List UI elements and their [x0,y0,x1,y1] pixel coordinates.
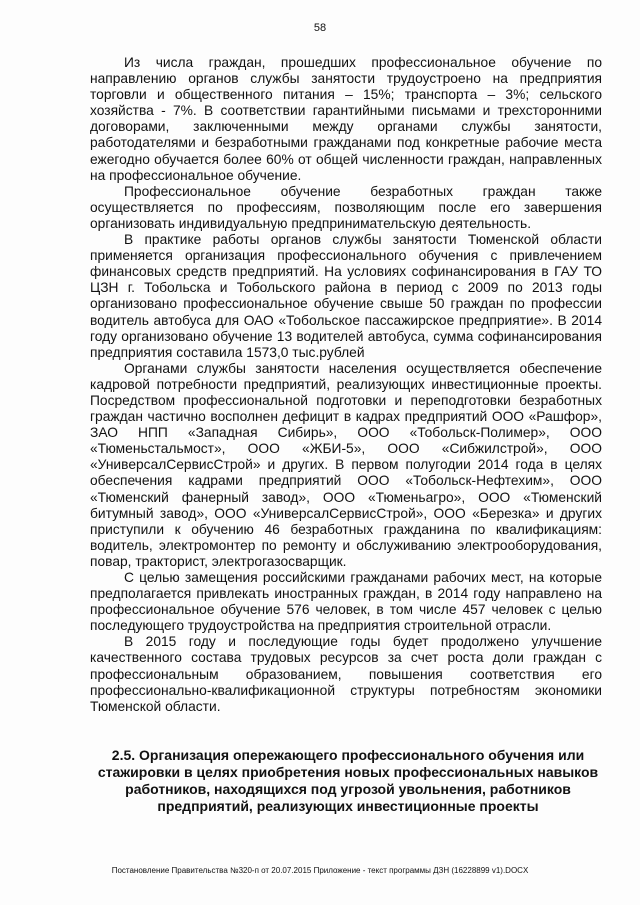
paragraph-2015-plans: В 2015 году и последующие годы будет продолжено улучшение качественного состава трудовых ресурсов за счет роста доли граждан с профессиональным образованием, повышения соответствия его профессионально-квалификационной структуры потребностям экономики Тюменской области. [90,634,602,714]
paragraph-foreign-replacement: С целью замещения российскими гражданами рабочих мест, на которые предполагается привлекать иностранных граждан, в 2014 году направлено на профессиональное обучение 576 человек, в том числе 457 человек с целью последующего трудоустройства на предприятия строительной отрасли. [90,570,602,634]
paragraph-cofinancing: В практике работы органов службы занятости Тюменской области применяется организация профессионального обучения с привлечением финансовых средств предприятий. На условиях софинансирования в ГАУ ТО ЦЗН г. Тобольска и Тобольского района в период с 2009 по 2013 годы организовано профессиональное обучение свыше 50 граждан по профессии водитель автобуса для ОАО «Тобольское пассажирское предприятие». В 2014 году организовано обучение 13 водителей автобуса, сумма софинансирования предприятия составила 1573,0 тыс.рублей [90,232,602,360]
section-heading: 2.5. Организация опережающего профессионального обучения или стажировки в целях приобретения новых профессиональных навыков работников, находящихся под угрозой увольнения, работников предприятий, реализующих инвестиционные проекты [97,747,599,814]
body-text [90,55,602,715]
paragraph-investment-projects: Органами службы занятости населения осуществляется обеспечение кадровой потребности предприятий, реализующих инвестиционные проекты. Посредством профессиональной подготовки и переподготовки безработных граждан частично восполнен дефицит в кадрах предприятий ООО «Рашфор», ЗАО НПП «Западная Сибирь», ООО «Тобольск-Полимер», ООО «Тюменьстальмост», ООО «ЖБИ-5», ООО «Сибжилстрой», ООО «УниверсалСервисСтрой» и других. В первом полугодии 2014 года в целях обеспечения кадрами предприятий ООО «Тобольск-Нефтехим», ООО «Тюменский фанерный завод», ООО «Тюменьагро», ООО «Тюменский битумный завод», ООО «УниверсалСервисСтрой», ООО «Березка» и других приступили к обучению 46 безработных гражданина по квалификациям: водитель, электромонтер по ремонту и обслуживанию электрооборудования, повар, тракторист, электрогазосварщик. [90,360,602,569]
page-number: 58 [313,22,327,34]
paragraph-entrepreneurship: Профессиональное обучение безработных граждан также осуществляется по профессиям, позволяющим после его завершения организовать индивидуальную предпринимательскую деятельность. [90,183,602,231]
paragraph-employment-results: Из числа граждан, прошедших профессиональное обучение по направлению органов службы занятости трудоустроено на предприятия торговли и общественного питания – 15%; транспорта – 3%; сельского хозяйства - 7%. В соответствии гарантийными письмами и трехсторонними договорами, заключенными между органами службы занятости, работодателями и безработными гражданами под конкретные рабочие места ежегодно обучается более 60% от общей численности граждан, направленных на профессиональное обучение. [90,55,602,183]
page-footer: Постановление Правительства №320-п от 20.07.2015 Приложение - текст программы ДЗН (16228899 v1).DOCX [111,866,529,875]
